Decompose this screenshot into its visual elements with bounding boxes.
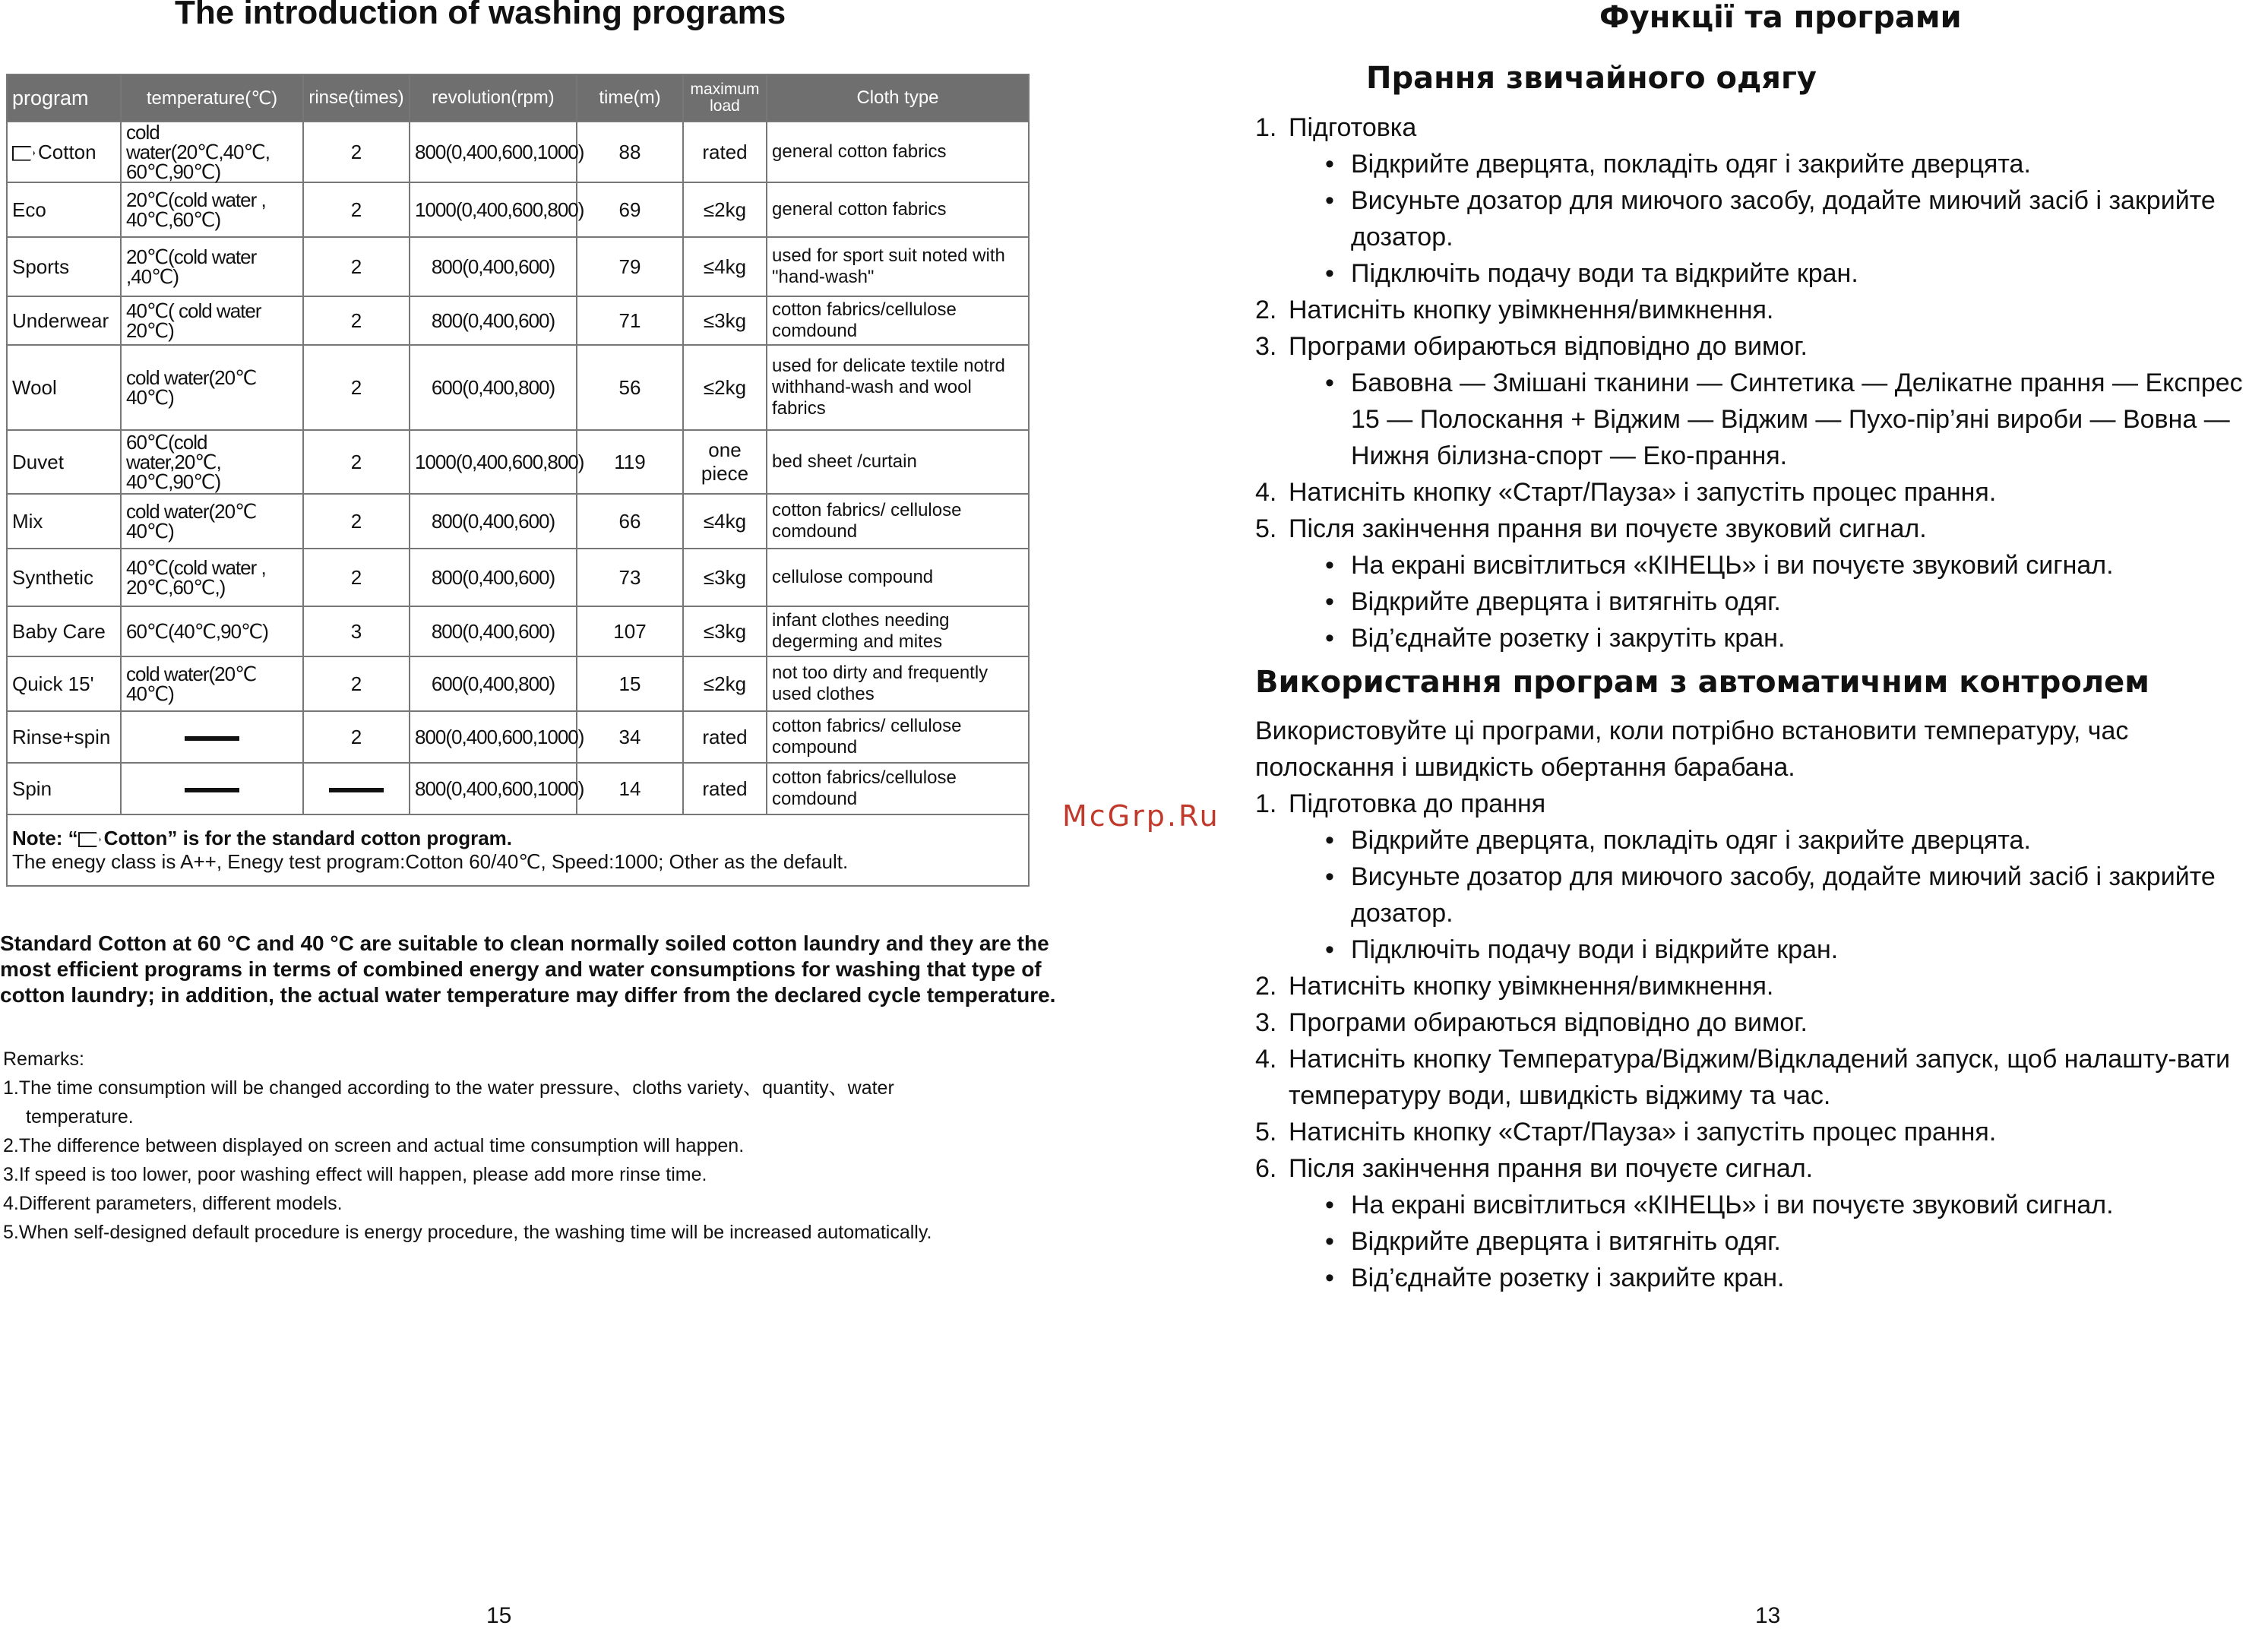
cell-max-load-text: ≤4kg: [703, 509, 747, 533]
numbered-item: [1255, 1150, 2266, 1187]
empty-value-dash: [329, 788, 384, 792]
cell-cloth-type-text: bed sheet /curtain: [772, 451, 917, 472]
remark-item: 2.The difference between displayed on screen and actual time consumption will happen.: [3, 1135, 745, 1156]
cell-time-text: 88: [618, 140, 641, 163]
cell-max-load-text: ≤2kg: [703, 672, 747, 695]
cell-program: [7, 494, 121, 549]
bullet-icon: •: [1325, 1264, 1334, 1292]
bullet-item: [1255, 547, 2266, 584]
right-page-number: 13: [1755, 1603, 1781, 1628]
table-row: [7, 711, 1029, 763]
note-standard-cotton: [12, 827, 1023, 850]
cell-time: [577, 430, 683, 494]
remarks: [3, 1045, 1067, 1247]
cell-cloth-type-text: cellulose compound: [772, 567, 934, 587]
item-number: 2.: [1255, 296, 1277, 324]
cell-program-text: Cotton: [38, 140, 96, 163]
table-row: [7, 763, 1029, 814]
item-text: Відкрийте дверцята і витягніть одяг.: [1351, 587, 1781, 616]
table-row: [7, 345, 1029, 430]
cell-program-text: Synthetic: [12, 565, 93, 589]
cell-program: [7, 549, 121, 606]
cell-temperature-text: 40℃(cold water , 20℃,60℃,): [126, 556, 266, 599]
cell-temperature-text: cold water(20℃ 40℃): [126, 500, 257, 542]
cell-revolution: [410, 494, 577, 549]
header-max-load: maximum load: [683, 74, 767, 122]
header-program: program: [7, 74, 121, 122]
note-prefix: Note: “: [12, 827, 78, 849]
cell-time: [577, 494, 683, 549]
cell-time-text: 69: [618, 198, 641, 221]
table-row: [7, 549, 1029, 606]
cell-program-text: Sports: [12, 255, 70, 278]
header-revolution: revolution(rpm): [410, 74, 577, 122]
cell-program-text: Mix: [12, 509, 43, 533]
header-temperature: temperature(℃): [121, 74, 303, 122]
cell-revolution-text: 1000(0,400,600,800): [415, 198, 584, 221]
table-row: [7, 606, 1029, 656]
cell-max-load-text: ≤4kg: [703, 255, 747, 278]
cell-max-load-text: rated: [702, 725, 748, 748]
item-number: 3.: [1255, 332, 1277, 361]
right-page: [1216, 0, 2268, 1632]
numbered-item: [1255, 474, 2266, 511]
cell-program: [7, 430, 121, 494]
cell-rinse: [303, 549, 410, 606]
table-row: [7, 237, 1029, 296]
cell-rinse: [303, 122, 410, 182]
cell-cloth-type-text: used for sport suit noted with "hand-wash": [772, 245, 1005, 287]
cell-max-load: [683, 549, 767, 606]
cell-cloth-type: [767, 656, 1029, 711]
cell-temperature: [121, 656, 303, 711]
cell-revolution: [410, 711, 584, 763]
cell-rinse: [303, 656, 410, 711]
numbered-item: [1255, 1041, 2266, 1114]
cell-cloth-type-text: general cotton fabrics: [772, 141, 947, 162]
item-text: Підготовка до прання: [1289, 789, 1546, 818]
cell-rinse: [303, 711, 410, 763]
programs-table: [6, 74, 1030, 887]
cell-program: [7, 182, 121, 237]
cell-temperature: [121, 606, 303, 656]
standard-cotton-paragraph: Standard Cotton at 60 °C and 40 °C are suitable to clean normally soiled cotton laundry and they are the most efficient programs in terms of combined energy and water consumptions for washing that type of cotton laundry; in addition, the actual water temperature may differ from the declared cycle temperature.: [0, 931, 1056, 1007]
cell-program: [7, 237, 121, 296]
cell-revolution: [410, 430, 584, 494]
cell-rinse: [303, 430, 410, 494]
cell-cloth-type: [767, 237, 1029, 296]
cell-temperature: [121, 430, 303, 494]
item-text: Відкрийте дверцята, покладіть одяг і закрийте дверцята.: [1351, 826, 2031, 855]
cell-program-text: Baby Care: [12, 619, 106, 643]
remark-item: 5.When self-designed default procedure is energy procedure, the washing time will be increased automatically.: [3, 1222, 932, 1243]
cell-time-text: 107: [613, 619, 647, 643]
empty-value-dash: [185, 736, 239, 741]
cell-cloth-type-text: not too dirty and frequently used clothes: [772, 663, 988, 704]
cell-cloth-type: [767, 606, 1029, 656]
item-text: Натисніть кнопку Температура/Віджим/Відкладений запуск, щоб налашту-вати температуру води, швидкість віджиму та час.: [1289, 1045, 2231, 1110]
item-text: Після закінчення прання ви почуєте звуковий сигнал.: [1289, 514, 1927, 543]
remarks-title: Remarks:: [3, 1048, 84, 1070]
cell-program-text: Rinse+spin: [12, 725, 111, 748]
cell-time-text: 71: [618, 308, 641, 332]
remark-item: 3.If speed is too lower, poor washing effect will happen, please add more rinse time.: [3, 1164, 707, 1185]
cell-revolution: [410, 656, 577, 711]
cell-time: [577, 345, 683, 430]
left-page: [0, 0, 1132, 1632]
cell-max-load: [683, 711, 767, 763]
cell-time: [577, 237, 683, 296]
item-text: Від’єднайте розетку і закрийте кран.: [1351, 1264, 1785, 1292]
cell-rinse-text: 2: [350, 509, 362, 533]
table-row: [7, 656, 1029, 711]
cell-rinse-text: 2: [350, 140, 362, 163]
cell-max-load-text: ≤3kg: [703, 565, 747, 589]
cell-rinse-text: 2: [350, 672, 362, 695]
cell-revolution: [410, 237, 577, 296]
table-note-row: [7, 814, 1029, 886]
cell-time-text: 15: [618, 672, 641, 695]
cell-program: [7, 122, 121, 182]
cell-revolution-text: 800(0,400,600): [431, 309, 555, 332]
cell-time: [577, 711, 683, 763]
cell-revolution-text: 800(0,400,600): [431, 566, 555, 589]
cell-time: [577, 122, 683, 182]
cell-max-load-text: ≤3kg: [703, 308, 747, 332]
cell-rinse-text: 2: [350, 255, 362, 278]
remark-item: temperature.: [26, 1106, 134, 1128]
bullet-item: [1255, 1260, 2266, 1296]
table-row: [7, 296, 1029, 345]
cell-max-load: [683, 182, 767, 237]
cell-cloth-type-text: general cotton fabrics: [772, 199, 947, 220]
cell-max-load: [683, 763, 767, 814]
cell-max-load-text: rated: [702, 776, 748, 800]
cell-rinse: [303, 763, 410, 814]
cell-max-load: [683, 494, 767, 549]
numbered-item: [1255, 511, 2266, 547]
cell-rinse: [303, 606, 410, 656]
cell-max-load-text: ≤2kg: [703, 198, 747, 221]
cell-cloth-type: [767, 494, 1029, 549]
cell-time: [577, 549, 683, 606]
note-word: Cotton: [103, 827, 168, 849]
item-text: На екрані висвітлиться «КІНЕЦЬ» і ви почуєте звуковий сигнал.: [1351, 1191, 2114, 1219]
item-text: Від’єднайте розетку і закрутіть кран.: [1351, 624, 1786, 653]
cell-temperature: [121, 345, 303, 430]
cell-revolution-text: 800(0,400,600): [431, 620, 555, 643]
bullet-icon: •: [1325, 150, 1334, 179]
empty-value-dash: [185, 788, 239, 792]
note-energy-class: The enegy class is A++, Enegy test program:Cotton 60/40℃, Speed:1000; Other as the default.: [12, 850, 849, 873]
cell-revolution: [410, 763, 584, 814]
cell-revolution: [410, 122, 584, 182]
cell-max-load: [683, 296, 767, 345]
remark-item: 4.Different parameters, different models.: [3, 1193, 343, 1214]
cell-rinse-text: 3: [350, 619, 362, 643]
cell-max-load: [683, 656, 767, 711]
bullet-icon: •: [1325, 368, 1334, 397]
cell-temperature-text: 20℃(cold water ,40℃): [126, 245, 257, 288]
item-number: 1.: [1255, 789, 1277, 818]
item-text: Відкрийте дверцята і витягніть одяг.: [1351, 1227, 1781, 1256]
cell-cloth-type: [767, 430, 1029, 494]
cell-rinse-text: 2: [350, 725, 362, 748]
numbered-item: [1255, 109, 2266, 146]
cell-revolution: [410, 549, 577, 606]
bullet-item: [1255, 584, 2266, 620]
table-row: [7, 494, 1029, 549]
watermark: McGrp.Ru: [1062, 799, 1220, 833]
cell-time: [577, 656, 683, 711]
cell-temperature: [121, 763, 303, 814]
table-header-row: [7, 74, 1029, 122]
cell-rinse-text: 2: [350, 198, 362, 221]
item-number: 3.: [1255, 1008, 1277, 1037]
cell-revolution: [410, 606, 577, 656]
bullet-icon: •: [1325, 1227, 1334, 1256]
cell-max-load-text: rated: [702, 140, 748, 163]
section2-list: [1255, 786, 2266, 1296]
cell-temperature: [121, 237, 303, 296]
cell-cloth-type: [767, 182, 1029, 237]
item-text: Підключіть подачу води та відкрийте кран.: [1351, 259, 1858, 288]
cell-cloth-type: [767, 763, 1029, 814]
cell-revolution-text: 600(0,400,800): [431, 672, 555, 695]
cell-temperature: [121, 296, 303, 345]
cell-cloth-type-text: used for delicate textile notrd withhand-wash and wool fabrics: [772, 356, 1005, 419]
cell-program: [7, 606, 121, 656]
cell-temperature: [121, 182, 303, 237]
bullet-item: [1255, 1223, 2266, 1260]
cell-cloth-type: [767, 549, 1029, 606]
cell-revolution-text: 600(0,400,800): [431, 376, 555, 399]
header-rinse: rinse(times): [303, 74, 410, 122]
cell-revolution: [410, 345, 577, 430]
cell-cloth-type: [767, 122, 1029, 182]
header-cloth-type: Cloth type: [767, 74, 1029, 122]
cell-program-text: Eco: [12, 198, 46, 221]
section1-list: [1255, 109, 2266, 656]
cell-time: [577, 606, 683, 656]
item-text: Натисніть кнопку «Старт/Пауза» і запустіть процес прання.: [1289, 478, 1997, 507]
item-text: Підготовка: [1289, 113, 1417, 142]
cell-temperature-text: cold water(20℃ 40℃): [126, 366, 257, 409]
cell-cloth-type: [767, 345, 1029, 430]
cell-time: [577, 763, 683, 814]
table-row: [7, 122, 1029, 182]
right-page-title: Функції та програми: [1599, 0, 1962, 35]
cell-revolution-text: 800(0,400,600): [431, 255, 555, 278]
bullet-item: [1255, 822, 2266, 859]
cell-max-load-text: one piece: [701, 438, 749, 485]
cell-rinse-text: 2: [350, 308, 362, 332]
cotton-program-icon: [78, 832, 101, 847]
cell-revolution-text: 1000(0,400,600,800): [415, 451, 584, 473]
cell-cloth-type-text: cotton fabrics/ cellulose compound: [772, 716, 962, 757]
cell-cloth-type: [767, 711, 1029, 763]
bullet-item: [1255, 1187, 2266, 1223]
cell-time-text: 79: [618, 255, 641, 278]
cell-time: [577, 296, 683, 345]
cell-program-text: Duvet: [12, 450, 64, 473]
numbered-item: [1255, 1114, 2266, 1150]
item-number: 1.: [1255, 113, 1277, 142]
bullet-icon: •: [1325, 587, 1334, 616]
cell-cloth-type-text: cotton fabrics/cellulose comdound: [772, 299, 957, 341]
item-text: Натисніть кнопку «Старт/Пауза» і запустіть процес прання.: [1289, 1118, 1997, 1147]
cell-temperature: [121, 122, 303, 182]
bullet-item: [1255, 859, 2266, 931]
table-row: [7, 430, 1029, 494]
item-number: 2.: [1255, 972, 1277, 1001]
cell-program-text: Wool: [12, 375, 57, 399]
cell-program: [7, 763, 121, 814]
cell-rinse: [303, 237, 410, 296]
bullet-item: [1255, 146, 2266, 182]
cell-cloth-type-text: cotton fabrics/cellulose comdound: [772, 767, 957, 809]
section1-title: Прання звичайного одягу: [1366, 61, 1817, 96]
cell-max-load: [683, 430, 767, 494]
left-page-title: The introduction of washing programs: [175, 0, 786, 31]
cell-max-load: [683, 606, 767, 656]
numbered-item: [1255, 1004, 2266, 1041]
item-text: Висуньте дозатор для миючого засобу, додайте миючий засіб і закрийте дозатор.: [1351, 186, 2216, 251]
cell-revolution: [410, 296, 577, 345]
cell-max-load: [683, 345, 767, 430]
cell-temperature: [121, 549, 303, 606]
cell-max-load-text: ≤3kg: [703, 619, 747, 643]
cell-rinse-text: 2: [350, 565, 362, 589]
cell-temperature-text: 40℃( cold water 20℃): [126, 299, 261, 342]
cell-time-text: 34: [618, 725, 641, 748]
table-row: [7, 182, 1029, 237]
item-number: 5.: [1255, 514, 1277, 543]
cell-temperature: [121, 494, 303, 549]
bullet-item: [1255, 365, 2266, 474]
cell-cloth-type: [767, 296, 1029, 345]
cell-program-text: Underwear: [12, 308, 109, 332]
cell-temperature-text: 60℃(40℃,90℃): [126, 620, 268, 643]
cell-temperature: [121, 711, 303, 763]
item-text: Натисніть кнопку увімкнення/вимкнення.: [1289, 296, 1774, 324]
bullet-icon: •: [1325, 862, 1334, 891]
item-text: Натисніть кнопку увімкнення/вимкнення.: [1289, 972, 1774, 1001]
cell-program: [7, 711, 121, 763]
item-text: Програми обираються відповідно до вимог.: [1289, 332, 1808, 361]
numbered-item: [1255, 786, 2266, 822]
item-text: Після закінчення прання ви почуєте сигнал.: [1289, 1154, 1814, 1183]
bullet-icon: •: [1325, 826, 1334, 855]
cell-time-text: 73: [618, 565, 641, 589]
bullet-item: [1255, 931, 2266, 968]
item-text: Відкрийте дверцята, покладіть одяг і закрийте дверцята.: [1351, 150, 2031, 179]
bullet-item: [1255, 182, 2266, 255]
table-note: [7, 814, 1029, 886]
bullet-icon: •: [1325, 186, 1334, 215]
cell-max-load-text: ≤2kg: [703, 375, 747, 399]
remark-item: 1.The time consumption will be changed according to the water pressure、cloths variety、quantity、water: [3, 1077, 894, 1099]
cell-cloth-type-text: cotton fabrics/ cellulose comdound: [772, 500, 962, 542]
numbered-item: [1255, 292, 2266, 328]
cell-temperature-text: 20℃(cold water , 40℃,60℃): [126, 188, 266, 231]
cell-rinse: [303, 345, 410, 430]
item-text: Програми обираються відповідно до вимог.: [1289, 1008, 1808, 1037]
cell-time-text: 119: [614, 450, 646, 473]
cell-temperature-text: 60℃(cold water,20℃, 40℃,90℃): [126, 431, 221, 493]
bullet-icon: •: [1325, 624, 1334, 653]
item-number: 5.: [1255, 1118, 1277, 1147]
bullet-icon: •: [1325, 551, 1334, 580]
cell-temperature-text: cold water(20℃ 40℃): [126, 663, 257, 705]
item-text: На екрані висвітлиться «КІНЕЦЬ» і ви почуєте звуковий сигнал.: [1351, 551, 2114, 580]
cell-time-text: 14: [618, 776, 641, 800]
cell-max-load: [683, 122, 767, 182]
numbered-item: [1255, 328, 2266, 365]
cell-time-text: 56: [618, 375, 641, 399]
cell-program-text: Quick 15': [12, 672, 94, 695]
cell-rinse: [303, 182, 410, 237]
item-text: Бавовна — Змішані тканини — Синтетика — Делікатне прання — Експрес 15 — Полоскання + Віджим — Віджим — Пухо-пір’яні вироби — Вовна — Нижня білизна-спорт — Еко-прання.: [1351, 368, 2243, 470]
cell-rinse-text: 2: [350, 375, 362, 399]
cell-revolution-text: 800(0,400,600,1000): [415, 141, 584, 163]
cell-rinse: [303, 494, 410, 549]
cell-rinse: [303, 296, 410, 345]
note-suffix: ” is for the standard cotton program.: [167, 827, 513, 849]
cell-revolution-text: 800(0,400,600,1000): [415, 726, 584, 748]
cell-program: [7, 345, 121, 430]
bullet-icon: •: [1325, 1191, 1334, 1219]
bullet-icon: •: [1325, 259, 1334, 288]
cell-time-text: 66: [618, 509, 641, 533]
section2-title: Використання програм з автоматичним контролем: [1255, 665, 2149, 700]
bullet-icon: •: [1325, 935, 1334, 964]
cotton-program-icon: [12, 146, 35, 161]
item-number: 4.: [1255, 1045, 1277, 1074]
item-text: Висуньте дозатор для миючого засобу, додайте миючий засіб і закрийте дозатор.: [1351, 862, 2216, 928]
item-text: Підключіть подачу води і відкрийте кран.: [1351, 935, 1839, 964]
cell-temperature-text: cold water(20℃,40℃, 60℃,90℃): [126, 121, 270, 183]
numbered-item: [1255, 968, 2266, 1004]
item-number: 6.: [1255, 1154, 1277, 1183]
cell-program: [7, 296, 121, 345]
section2-intro: Використовуйте ці програми, коли потрібно встановити температуру, час полоскання і швидкість обертання барабана.: [1255, 716, 2129, 782]
left-page-number: 15: [486, 1603, 512, 1628]
bullet-item: [1255, 620, 2266, 656]
cell-program: [7, 656, 121, 711]
cell-revolution: [410, 182, 584, 237]
cell-max-load: [683, 237, 767, 296]
cell-program-text: Spin: [12, 776, 52, 800]
item-number: 4.: [1255, 478, 1277, 507]
cell-rinse-text: 2: [350, 450, 362, 473]
header-time: time(m): [577, 74, 683, 122]
bullet-item: [1255, 255, 2266, 292]
cell-time: [577, 182, 683, 237]
cell-revolution-text: 800(0,400,600): [431, 510, 555, 533]
cell-cloth-type-text: infant clothes needing degerming and mites: [772, 610, 950, 652]
cell-revolution-text: 800(0,400,600,1000): [415, 777, 584, 800]
